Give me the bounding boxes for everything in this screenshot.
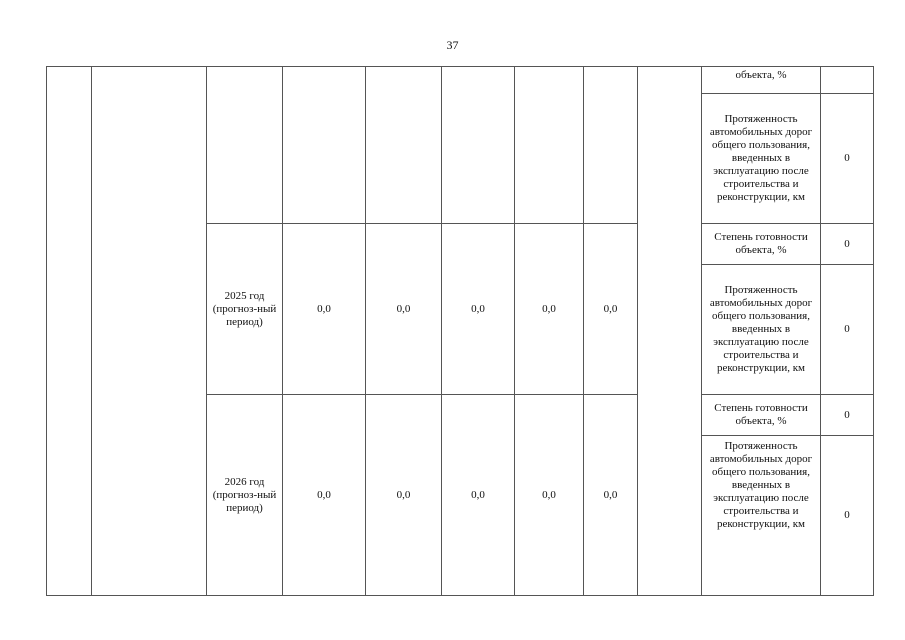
amount-cell: 0,0 [515,224,584,395]
year-cell: 2026 год (прогноз-ный период) [207,395,283,596]
amount-cell: 0,0 [366,395,442,596]
year-cell: 2025 год (прогноз-ный период) [207,224,283,395]
indicator-name: Протяженность автомобильных дорог общего пользования, введенных в эксплуатацию после строительства и реконструкции, км [702,94,821,224]
indicator-value [821,67,874,94]
indicator-value: 0 [821,436,874,596]
number-cell [47,67,92,596]
amount-cell [515,67,584,224]
amount-cell [442,67,515,224]
amount-cell: 0,0 [515,395,584,596]
amount-cell: 0,0 [584,224,638,395]
page-number: 37 [446,38,459,52]
amount-cell [283,67,366,224]
indicator-value: 0 [821,224,874,265]
amount-cell: 0,0 [283,395,366,596]
indicator-value: 0 [821,94,874,224]
amount-cell: 0,0 [366,224,442,395]
table-row [47,67,874,94]
indicator-name: Степень готовности объекта, % [702,395,821,436]
amount-cell: 0,0 [283,224,366,395]
indicator-name: Степень готовности объекта, % [702,224,821,265]
indicator-name: Протяженность автомобильных дорог общего пользования, введенных в эксплуатацию после строительства и реконструкции, км [702,436,821,596]
program-table [46,66,874,596]
indicator-value: 0 [821,395,874,436]
amount-cell: 0,0 [442,395,515,596]
amount-cell [366,67,442,224]
indicator-value: 0 [821,265,874,395]
executor-cell [638,67,702,596]
year-cell [207,67,283,224]
amount-cell [584,67,638,224]
indicator-name: объекта, % [702,67,821,94]
amount-cell: 0,0 [584,395,638,596]
indicator-name: Протяженность автомобильных дорог общего пользования, введенных в эксплуатацию после строительства и реконструкции, км [702,265,821,395]
name-cell [92,67,207,596]
amount-cell: 0,0 [442,224,515,395]
